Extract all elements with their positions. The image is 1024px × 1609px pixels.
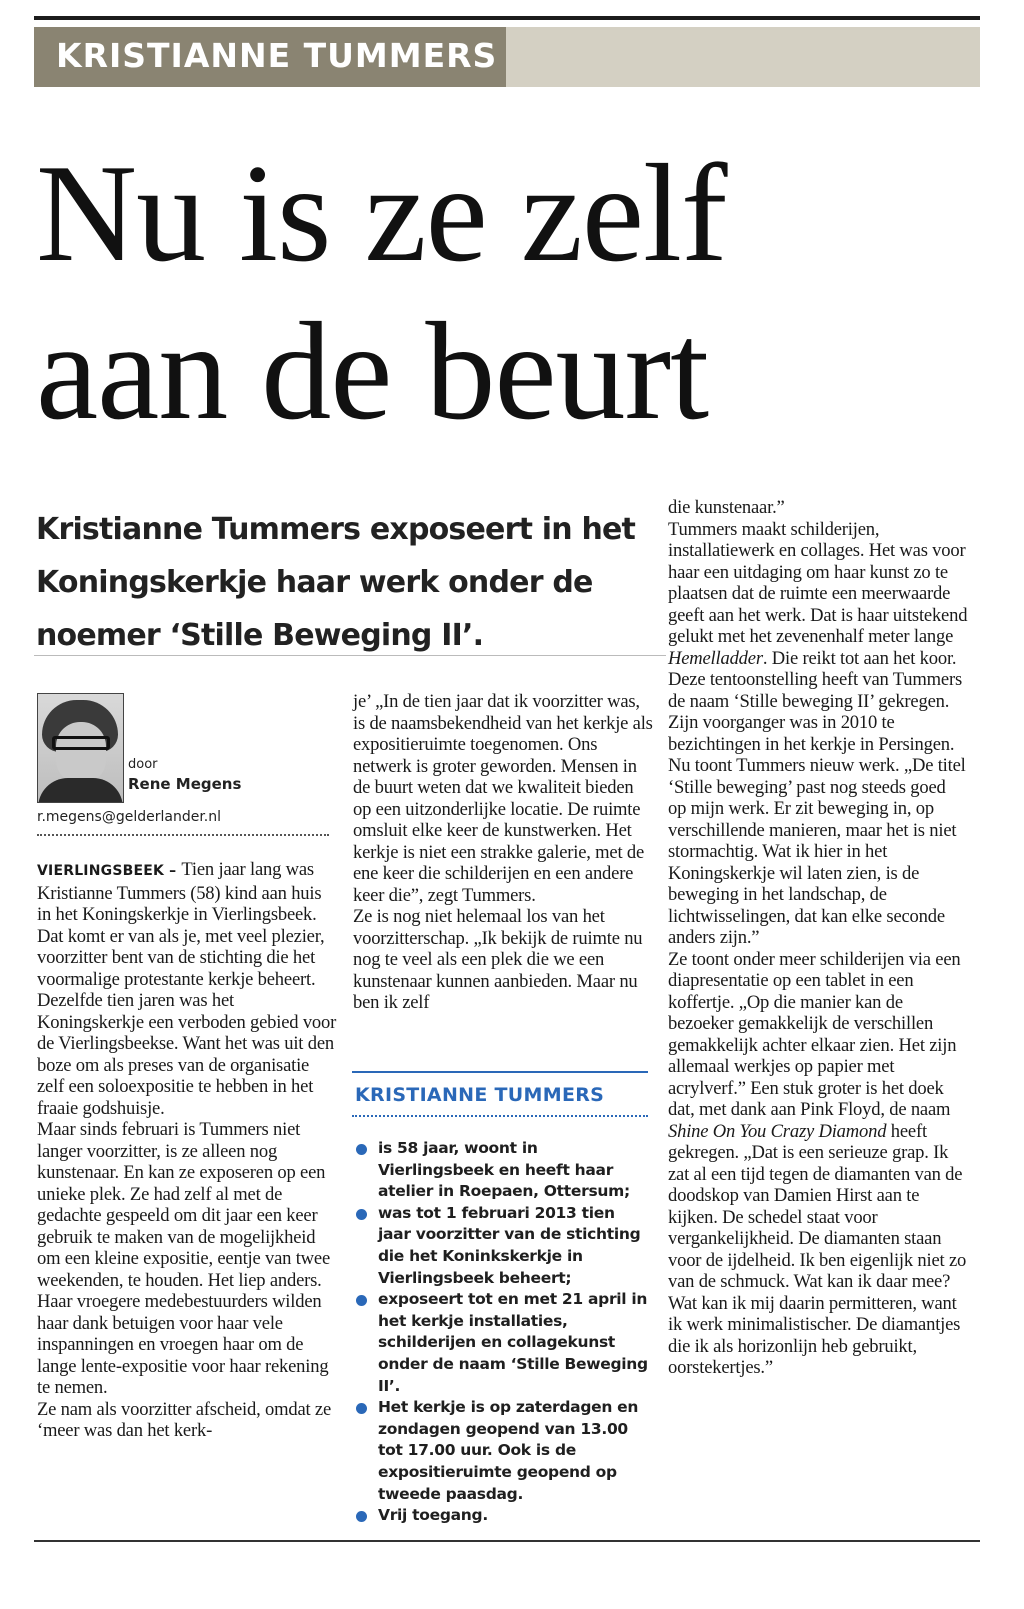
body-paragraph: Maar sinds februari is Tummers niet langer voorzitter, is ze alleen nog kunstenaar. En kan ze exposeren op een unieke plek. Ze had zelf al met de gedachte gespeeld om dit jaar een keer gebruik te maken van de mogelijkheid om een kleine expositie, eentje van twee weekenden, te houden. Het liep anders. Haar vroegere medebestuurders wilden haar dank betuigen voor haar vele inspanningen en vroegen haar om de lange lente-expositie voor haar rekening te nemen. (37, 1119, 330, 1398)
author-photo (37, 693, 124, 803)
section-kicker: KRISTIANNE TUMMERS (56, 36, 498, 75)
author-email-link[interactable]: r.megens@gelderlander.nl (37, 809, 222, 825)
column-3 (668, 497, 968, 1379)
byline-divider (37, 834, 329, 836)
bullet-icon (356, 1144, 367, 1155)
body-paragraph: je’ „In de tien jaar dat ik voorzitter was, is de naamsbekendheid van het kerkje als expositieruimte toegenomen. Ons netwerk is groter geworden. Mensen in de buurt weten dat we kwaliteit bieden op een uitzonderlijke locatie. De ruimte omsluit elke keer de kunstwerken. Het kerkje is niet een strakke galerie, met de ene keer die schilderijen en een andere keer die”, zegt Tummers. (353, 691, 653, 906)
column-2 (353, 691, 653, 1014)
body-paragraph: die kunstenaar.” (668, 497, 785, 518)
dateline: VIERLINGSBEEK – (37, 863, 182, 879)
factbox-item: Vrij toegang. (356, 1505, 652, 1527)
byline-author: Rene Megens (128, 775, 242, 793)
headline (36, 135, 996, 451)
byline-prefix: door (128, 757, 158, 772)
factbox-item: Het kerkje is op zaterdagen en zondagen geopend van 13.00 tot 17.00 uur. Ook is de expositieruimte geopend op tweede paasdag. (356, 1397, 652, 1505)
body-paragraph: Ze toont onder meer schilderijen via een diapresentatie op een tablet in een koffertje. „Op die manier kan de bezoeker gemakkelijk de verschillen gemakkelijk achter elkaar zien. Het zijn allemaal werkjes op papier met acrylverf.” Een stuk groter is het doek dat, met dank aan Pink Floyd, de naam Shine On You Crazy Diamond heeft gekregen. „Dat is een serieuze grap. Ik zat al een tijd tegen de diamanten van de doodskop van Damien Hirst aan te kijken. De schedel staat voor vergankelijkheid. De diamanten staan voor de ijdelheid. Ik ben eigenlijk niet zo van de schmuck. Wat kan ik daar mee? Wat kan ik mij daarin permitteren, want ik werk minimalistischer. De diamantjes die ik als horizonlijn heb gebruikt, oorstekertjes.” (668, 948, 967, 1378)
top-rule (34, 16, 980, 20)
factbox-top-rule (352, 1071, 648, 1073)
bullet-icon (356, 1209, 367, 1220)
body-paragraph: Ze nam als voorzitter afscheid, omdat ze ‘meer was dan het kerk- (37, 1398, 332, 1441)
body-paragraph: Ze is nog niet helemaal los van het voorzitterschap. „Ik bekijk de ruimte nu nog te veel als een plek die we een kunstenaar kunnen aanbieden. Maar nu ben ik zelf (353, 906, 643, 1013)
factbox-title: KRISTIANNE TUMMERS (355, 1084, 605, 1106)
factbox-divider (352, 1115, 648, 1117)
bullet-icon (356, 1511, 367, 1522)
factbox-item: exposeert tot en met 21 april in het kerkje installaties, schilderijen en collagekunst onder de naam ‘Stille Beweging II’. (356, 1289, 652, 1397)
factbox-item: was tot 1 februari 2013 tien jaar voorzitter van de stichting die het Koninkskerkje in Vierlingsbeek beheert; (356, 1203, 652, 1289)
body-paragraph: Tummers maakt schilderijen, installatiewerk en collages. Het was voor haar een uitdaging om haar kunst zo te plaatsen dat de ruimte een meerwaarde geeft aan het werk. Dat is haar uitstekend gelukt met het zevenenhalf meter lange Hemelladder. Die reikt tot aan het koor. (668, 518, 968, 669)
body-paragraph: Deze tentoonstelling heeft van Tummers de naam ‘Stille beweging II’ gekregen. Zijn voorganger was in 2010 te bezichtingen in het kerkje in Persingen. Nu toont Tummers nieuw werk. „De titel ‘Stille beweging’ past nog steeds goed op mijn werk. Er zit beweging in, op verschillende manieren, maar het is niet stormachtig. Wat ik hier in het Koningskerkje wil laten zien, is de beweging in het landschap, de lichtwisselingen, dat kan elke seconde anders zijn.” (668, 669, 966, 948)
factbox-list (356, 1138, 652, 1527)
factbox-item: is 58 jaar, woont in Vierlingsbeek en heeft haar atelier in Roepaen, Ottersum; (356, 1138, 652, 1203)
bullet-icon (356, 1295, 367, 1306)
artwork-title: Shine On You Crazy Diamond (668, 1120, 887, 1142)
headline-line-2: aan de beurt (36, 294, 709, 449)
column-1 (37, 859, 337, 1442)
bullet-icon (356, 1403, 367, 1414)
lead-paragraph: Kristianne Tummers exposeert in het Koningskerkje haar werk onder de noemer ‘Stille Beweging II’. (36, 512, 636, 653)
body-paragraph: VIERLINGSBEEK – Tien jaar lang was Kristianne Tummers (58) kind aan huis in het Koningskerkje in Vierlingsbeek. Dat komt er van als je, met veel plezier, voorzitter bent van de stichting die het voormalige protestante kerkje beheert. Dezelfde tien jaren was het Koningskerkje een verboden gebied voor de Vierlingsbeekse. Want het was uit den boze om als preses van de organisatie zelf een soloexpositie te hebben in het fraaie godshuisje. (37, 859, 337, 1119)
artwork-title: Hemelladder (668, 647, 763, 669)
lead-divider (34, 655, 666, 656)
bottom-rule (34, 1540, 980, 1542)
headline-line-1: Nu is ze zelf (36, 136, 727, 291)
